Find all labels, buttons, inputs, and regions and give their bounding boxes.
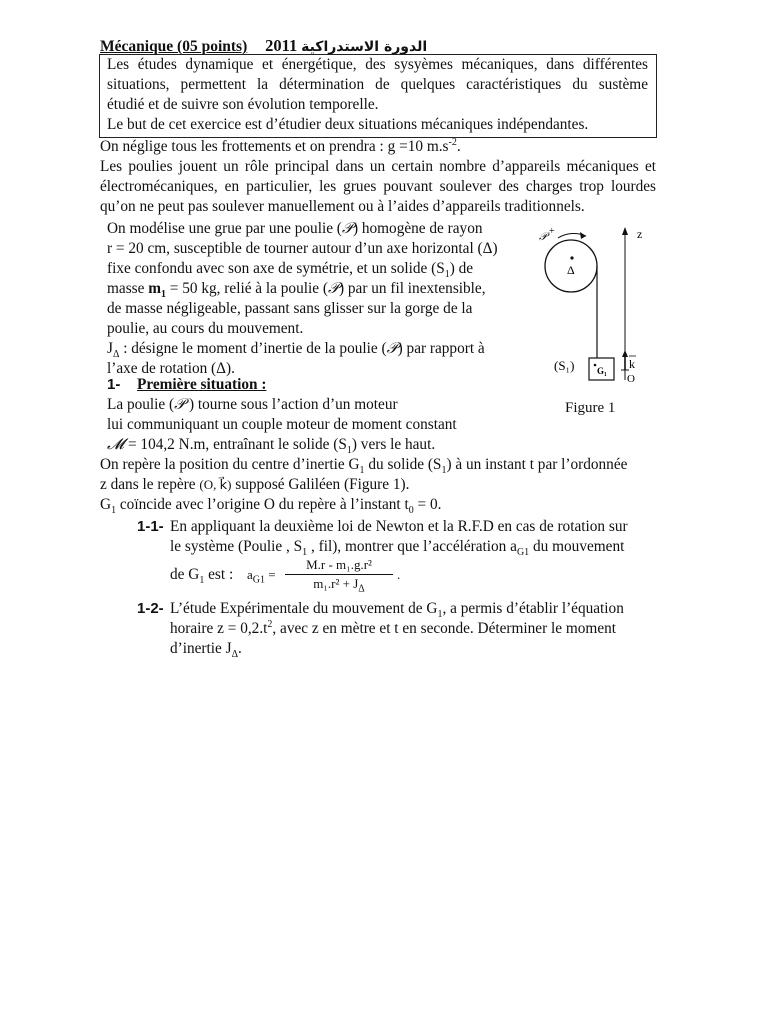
z-axis-arrowhead-icon (622, 227, 628, 235)
part1-line: lui communiquant un couple moteur de moment constant (107, 416, 457, 433)
model-line: fixe confondu avec son axe de symétrie, et un solide $(S_1)$ de (107, 260, 474, 281)
exam-year: 2011 (265, 36, 298, 55)
part1-line: La poulie (𝒫 ) tourne sous l’action d’un moteur (107, 396, 398, 413)
axis-delta-label: Δ (567, 263, 575, 277)
assumption-line: On néglige tous les frottements et on prendra : g =10 $m.s^{-2}$. (100, 136, 461, 155)
intro-line: situations, permettent la détermination de quelques caractéristiques du sustème (107, 76, 648, 93)
context-line: Les poulies jouent un rôle principal dans un certain nombre d’appareils mécaniques et (100, 158, 656, 175)
pulley-label: 𝒫 (539, 231, 547, 243)
part1-line: 𝓜 = 104,2 N.m, entraînant le solide $(S_1)$ vers le haut. (107, 436, 436, 457)
model-line: l’axe de rotation (Δ). (107, 360, 235, 377)
intro-line: étudié et de suivre son évolution temporelle. (107, 96, 379, 113)
figure-caption: Figure 1 (565, 400, 616, 416)
plus-label: + (549, 226, 555, 237)
intro-line: Le but de cet exercice est d’étudier deux situations mécaniques indépendantes. (107, 116, 589, 133)
q11-line: de $G_1$ est : (170, 566, 234, 587)
model-line: r = 20 cm, susceptible de tourner autour d’un axe horizontal (Δ) (107, 240, 498, 257)
q12-line: L’étude Expérimentale du mouvement de $G_1$, a permis d’établir l’équation (170, 600, 624, 621)
section-name: Mécanique (05 points) (100, 38, 248, 55)
part1-line: z dans le repère (O, k⃗) supposé Galiléen (Figure 1). (100, 476, 410, 493)
question-number: 1-2- (137, 600, 164, 617)
formula-fraction (285, 557, 393, 595)
intro-box (99, 54, 657, 138)
exam-session-arabic: الدورة الاستدراكية (301, 39, 428, 55)
context-line: qu’on ne peut pas soulever manuellement ou à l’aides d’appareils traditionnels. (100, 198, 585, 215)
part1-line: $G_1$ coïncide avec l’origine O du repère à l’instant $t_0 = 0$. (100, 496, 442, 517)
part-title: Première situation : (137, 376, 267, 393)
g1-label: G₁ (597, 366, 607, 376)
intro-line: Les études dynamique et énergétique, des sysyèmes mécaniques, dans différentes (107, 56, 648, 73)
model-line: $J_\Delta$ : désigne le moment d’inertie de la poulie (𝒫) par rapport à (107, 340, 485, 361)
k-vector-arrowhead-icon (622, 350, 628, 357)
q12-line: horaire $z = 0,2.t^2$, avec z en mètre et t en seconde. Déterminer le moment (170, 618, 617, 637)
z-axis-label: z (637, 227, 643, 241)
g1-point (594, 364, 597, 367)
model-line: poulie, au cours du mouvement. (107, 320, 304, 337)
solid-label: (S₁) (554, 358, 575, 373)
axis-point (570, 256, 573, 259)
frame-notation: (O, k⃗) (199, 477, 232, 492)
question-number: 1-1- (137, 518, 164, 535)
q12-line: d’inertie $J_\Delta$. (170, 640, 242, 661)
k-label: k (629, 357, 635, 371)
q11-line: En appliquant la deuxième loi de Newton et la R.F.D en cas de rotation sur (170, 518, 628, 535)
formula-numerator: M.r - m₁.g.r² (285, 557, 393, 575)
model-line: masse $m_1 = 50$ kg, relié à la poulie (𝒫) par un fil inextensible, (107, 280, 486, 301)
formula-period: . (397, 567, 401, 582)
origin-label: O (627, 373, 635, 385)
q11-line: le système (Poulie , $S_1$ , fil), montrer que l’accélération $a_{G1}$ du mouvement (170, 538, 625, 559)
model-line: On modélise une grue par une poulie (𝒫) homogène de rayon (107, 220, 483, 237)
part1-line: On repère la position du centre d’inertie $G_1$ du solide $(S_1)$ à un instant t par l’ordonnée (100, 456, 628, 477)
part-number: 1- (107, 376, 121, 393)
context-line: électromécaniques, en particulier, les grues pouvant soulever des charges trop lourdes (100, 178, 656, 195)
model-line: de masse négligeable, passant sans glisser sur la gorge de la (107, 300, 473, 317)
formula-lhs: $a_{G1}$ = (247, 567, 276, 586)
rotation-arrowhead-icon (580, 232, 586, 239)
formula-denominator: $m_1.r^2 + J_\Delta$ (313, 576, 365, 595)
figure-1 (530, 218, 670, 398)
